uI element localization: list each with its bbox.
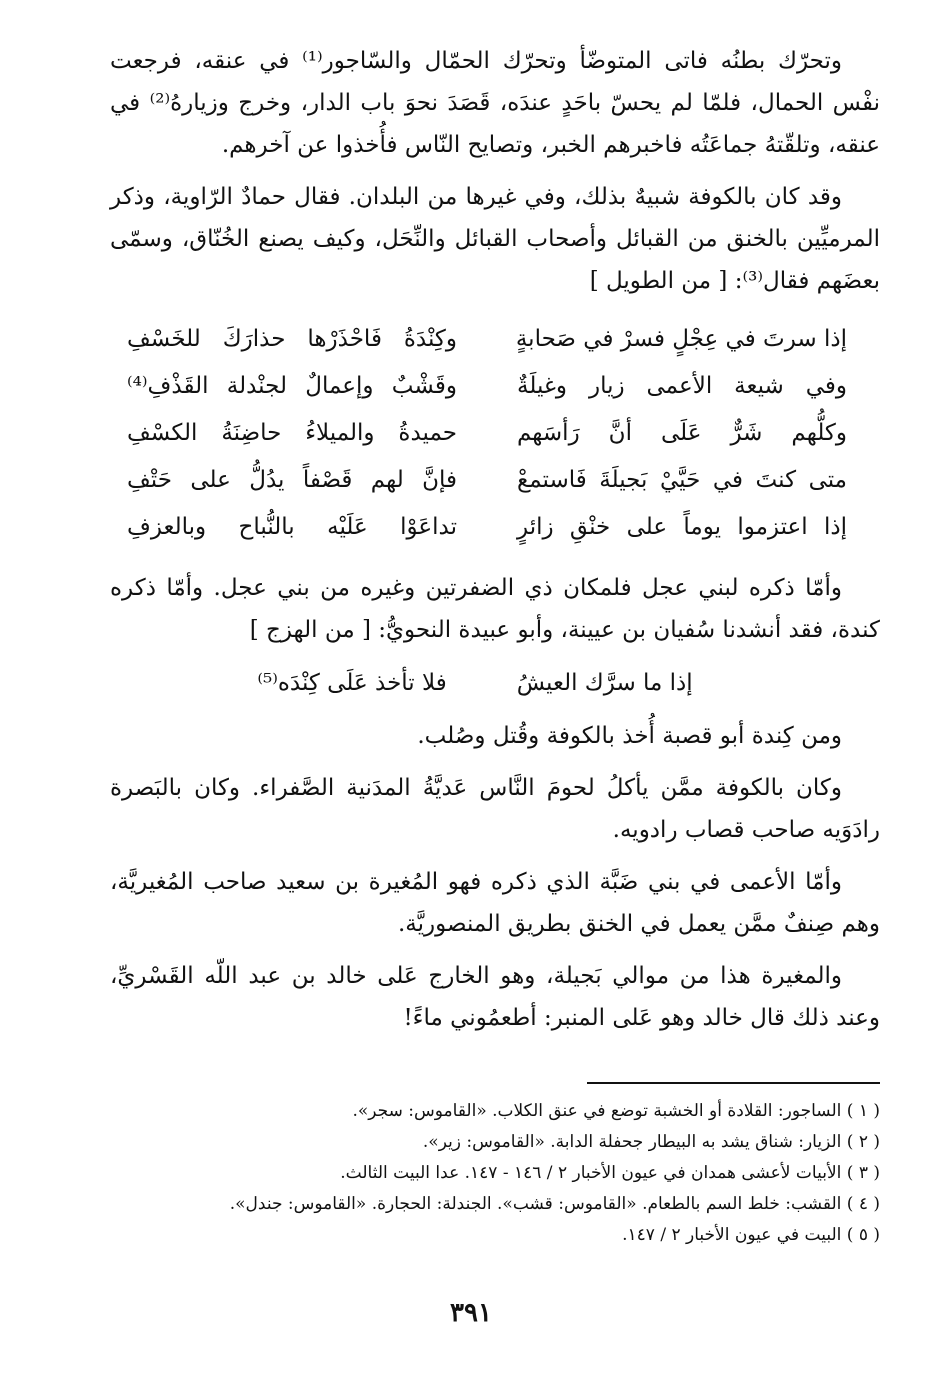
poem-verse <box>127 457 847 504</box>
footnote: ( ٥ ) البيت في عيون الأخبار ٢ / ١٤٧. <box>622 1225 880 1245</box>
poem-hemistich-first: وكلُّهم شَرٌّ عَلَى أنَّ رَأسَهم <box>517 420 847 446</box>
footnote: ( ٢ ) الزيار: شناق يشد به البيطار جحفلة الدابة. «القاموس: زير». <box>422 1132 880 1152</box>
footnote: ( ٣ ) الأبيات لأعشى همدان في عيون الأخبار ٢ / ١٤٦ - ١٤٧. عدا البيت الثالث. <box>340 1163 880 1183</box>
poem-hemistich-second: وكِنْدَةُ فَاحْذَرْها حذارَكَ للخَسْفِ <box>127 326 457 352</box>
poem-hemistich-second: وقَشْبٌ وإعمالٌ لجنْدلة القَذْفِ⁽⁴⁾ <box>127 373 457 399</box>
paragraph-2: وقد كان بالكوفة شبيهٌ بذلك، وفي غيرها من البلدان. فقال حمادٌ الرّاوية، وذكر المرميِّين بالخنق من القبائل وأصحاب القبائل والنِّحَل، وكيف يصنع الخُنّاق، وسمّى بعضَهم فقال⁽³⁾: [ من الطويل ] <box>110 184 880 294</box>
poem-hemistich-first: وفي شيعة الأعمى زيار وغيلَةٌ <box>517 373 847 399</box>
footnote-divider <box>587 1082 880 1084</box>
poem <box>127 316 847 551</box>
paragraph-3: وأمّا ذكره لبني عجل فلمكان ذي الضفرتين وغيره من بني عجل. وأمّا ذكره كندة، فقد أنشدنا سُفيان بن عيينة، وأبو عبيدة النحويُّ: [ من الهزج ] <box>110 575 880 643</box>
single-verse-second: فلا تأخذ عَلَى كِنْدَه⁽⁵⁾ <box>257 670 447 696</box>
page-number: ٣٩١ <box>450 1298 492 1328</box>
paragraph-7: والمغيرة هذا من موالي بَجيلة، وهو الخارج عَلى خالد بن عبد اللّه القَسْريِّ، وعند ذلك قال خالد وهو عَلى المنبر: أطعمُوني ماءً! <box>110 963 880 1031</box>
paragraph-5: وكان بالكوفة ممَّن يأكلُ لحومَ النَّاس عَديَّةُ المدَنية الصَّفراء. وكان بالبَصرة رادَوَيه صاحب قصاب رادويه. <box>110 775 880 843</box>
paragraph-1: وتحرّك بطنُه فاتى المتوضّأ وتحرّك الحمّال والسّاجور⁽¹⁾ في عنقه، فرجعت نفْس الحمال، فلمّا لم يحسّ باحَدٍ عندَه، قَصَدَ نحوَ باب الدار، وخرج وزيارهُ⁽²⁾ في عنقه، وتلقّتهُ جماعَتُه فاخبرهم الخبر، وتصايح النّاس فأُخذوا عن آخرهم. <box>110 48 881 158</box>
poem-verse <box>127 504 847 551</box>
poem-verse <box>127 363 847 410</box>
poem-verse <box>127 316 847 363</box>
paragraph-4: ومن كِندة أبو قصبة أُخذ بالكوفة وقُتل وصُلب. <box>417 723 842 749</box>
paragraph-6: وأمّا الأعمى في بني ضَبَّة الذي ذكره فهو المُغيرة بن سعيد صاحب المُغيريَّة، وهم صِنفٌ ممَّن يعمل في الخنق بطريق المنصوريَّة. <box>110 869 880 937</box>
poem-hemistich-second: فإنَّ لهم قَصْفاً يدُلُّ على حَتْفِ <box>127 467 457 493</box>
single-verse-first: إذا ما سرَّك العيشُ <box>516 670 693 696</box>
poem-verse <box>127 410 847 457</box>
poem-hemistich-second: تداعَوْا عَلَيْه بالنُّباح وبالعزفِ <box>127 514 457 540</box>
poem-hemistich-first: إذا سرتَ في عِجْلٍ فسرْ في صَحابةٍ <box>515 326 847 352</box>
footnote: ( ١ ) الساجور: القلادة أو الخشبة توضع في عنق الكلاب. «القاموس: سجر». <box>352 1101 880 1121</box>
footnotes <box>120 1096 880 1251</box>
poem-hemistich-first: متى كنتَ في حَيَّيْ بَجيلَةَ فَاستمعْ <box>517 467 847 493</box>
footnote: ( ٤ ) القشب: خلط السم بالطعام. «القاموس: قشب». الجندلة: الحجارة. «القاموس: جندل». <box>229 1194 880 1214</box>
poem-hemistich-first: إذا اعتزموا يوماً على خنْقِ زائرٍ <box>517 514 847 540</box>
page-body <box>110 40 880 1049</box>
poem-hemistich-second: حميدةُ والميلاءُ حاضِنَةُ الكسْفِ <box>127 420 457 446</box>
single-verse <box>90 661 860 705</box>
